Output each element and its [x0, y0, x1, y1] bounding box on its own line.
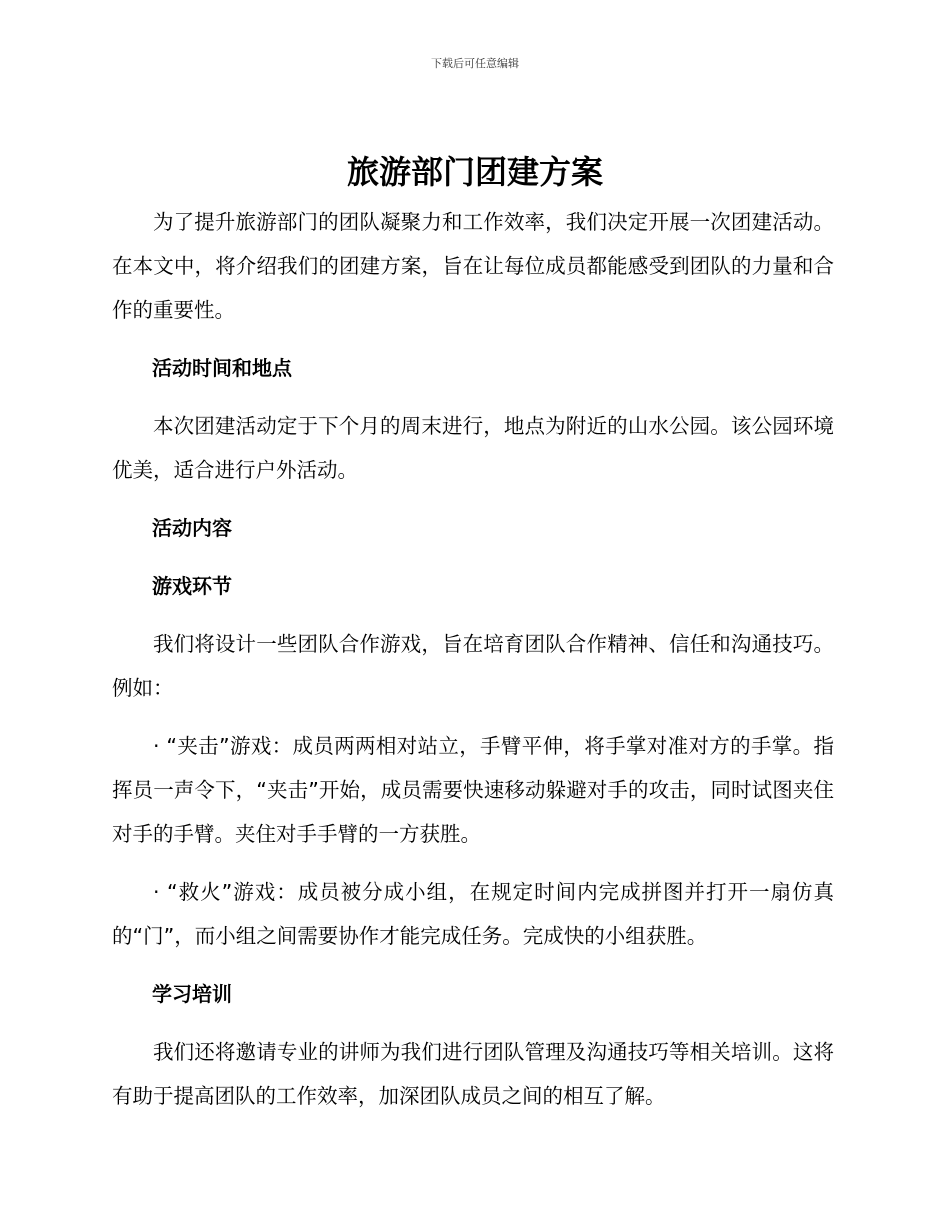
document-body	[112, 200, 834, 1118]
section-heading-time-location: 活动时间和地点	[152, 356, 292, 380]
list-item: · “救火”游戏：成员被分成小组，在规定时间内完成拼图并打开一扇仿真的“门”，而小组之间需要协作才能完成任务。完成快的小组获胜。	[112, 880, 834, 948]
training-paragraph: 我们还将邀请专业的讲师为我们进行团队管理及沟通技巧等相关培训。这将有助于提高团队的工作效率，加深团队成员之间的相互了解。	[112, 1040, 834, 1108]
subsection-heading-games: 游戏环节	[152, 574, 232, 598]
list-item: · “夹击”游戏：成员两两相对站立，手臂平伸，将手掌对准对方的手掌。指挥员一声令下，“夹击”开始，成员需要快速移动躲避对手的攻击，同时试图夹住对手的手臂。夹住对手手臂的一方获胜。	[112, 734, 834, 846]
document-title: 旅游部门团建方案	[346, 153, 603, 191]
intro-paragraph: 为了提升旅游部门的团队凝聚力和工作效率，我们决定开展一次团建活动。在本文中，将介绍我们的团建方案，旨在让每位成员都能感受到团队的力量和合作的重要性。	[112, 210, 834, 322]
time-location-paragraph: 本次团建活动定于下个月的周末进行，地点为附近的山水公园。该公园环境优美，适合进行户外活动。	[112, 414, 834, 482]
games-intro-paragraph: 我们将设计一些团队合作游戏，旨在培育团队合作精神、信任和沟通技巧。例如：	[112, 632, 834, 700]
header-note: 下载后可任意编辑	[431, 57, 519, 70]
section-heading-content: 活动内容	[152, 516, 232, 540]
subsection-heading-training: 学习培训	[152, 982, 232, 1006]
